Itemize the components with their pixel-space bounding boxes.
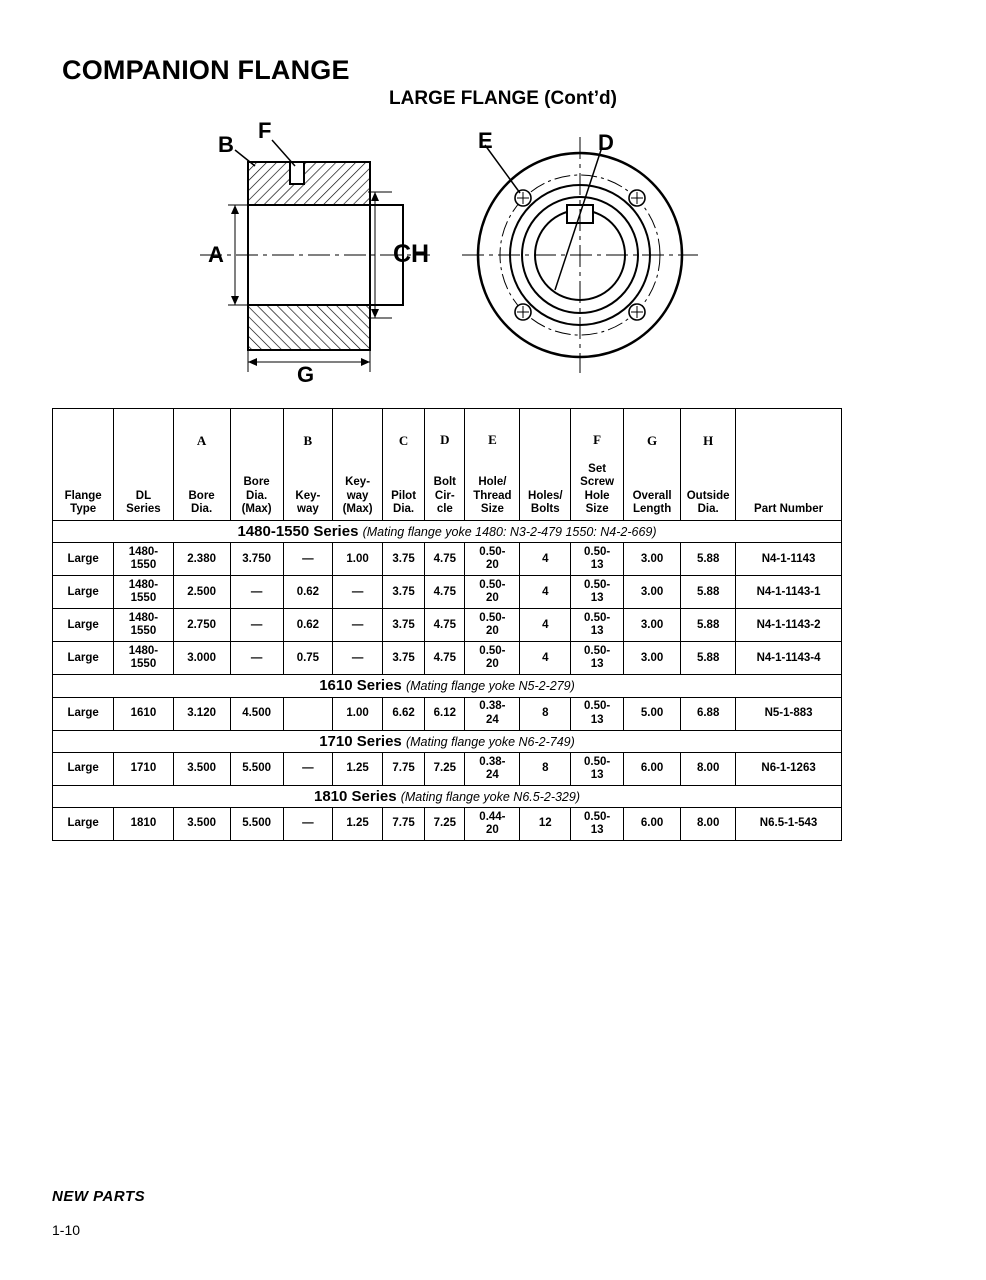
cell-set-screw-hole-size: 0.50- 13 xyxy=(571,752,624,785)
cell-keyway-max: 1.00 xyxy=(333,543,383,576)
cell-holes-bolts: 4 xyxy=(520,543,571,576)
series-header-cell xyxy=(53,730,842,752)
flange-drawing-svg xyxy=(180,110,820,390)
series-title: 1480-1550 Series xyxy=(237,523,359,540)
cell-bolt-circle: 4.75 xyxy=(425,543,465,576)
series-header-row xyxy=(53,675,842,697)
cell-pilot-dia: 3.75 xyxy=(382,609,424,642)
col-bore-dia-max: Bore Dia. (Max) xyxy=(230,409,283,521)
cell-set-screw-hole-size: 0.50- 13 xyxy=(571,642,624,675)
col-keyway-max: Key- way (Max) xyxy=(333,409,383,521)
technical-drawing xyxy=(180,110,820,390)
cell-holes-bolts: 8 xyxy=(520,752,571,785)
col-bore-dia: A Bore Dia. xyxy=(173,409,230,521)
series-title: 1710 Series xyxy=(319,732,402,750)
cell-flange-type: Large xyxy=(53,543,114,576)
cell-outside-dia: 8.00 xyxy=(681,752,736,785)
cell-keyway: 0.75 xyxy=(283,642,333,675)
cell-bore-dia-max: — xyxy=(230,609,283,642)
cell-bore-dia-max: 4.500 xyxy=(230,697,283,730)
table-row xyxy=(53,808,842,841)
cell-dl-series: 1480- 1550 xyxy=(114,609,173,642)
cell-keyway: 0.62 xyxy=(283,576,333,609)
cell-outside-dia: 5.88 xyxy=(681,543,736,576)
spec-table-wrap xyxy=(52,408,842,841)
cell-bore-dia: 3.500 xyxy=(173,808,230,841)
cell-hole-thread-size: 0.50- 20 xyxy=(465,543,520,576)
label-ch: CH xyxy=(393,240,430,268)
cell-set-screw-hole-size: 0.50- 13 xyxy=(571,543,624,576)
cell-holes-bolts: 12 xyxy=(520,808,571,841)
cell-bolt-circle: 4.75 xyxy=(425,642,465,675)
cell-flange-type: Large xyxy=(53,808,114,841)
series-header-cell xyxy=(53,675,842,697)
cell-pilot-dia: 6.62 xyxy=(382,697,424,730)
cell-dl-series: 1710 xyxy=(114,752,173,785)
series-header-cell xyxy=(53,785,842,807)
cell-part-number: N5-1-883 xyxy=(736,697,842,730)
col-overall-length: G Overall Length xyxy=(624,409,681,521)
cell-bore-dia: 2.380 xyxy=(173,543,230,576)
cell-outside-dia: 5.88 xyxy=(681,609,736,642)
specification-table xyxy=(52,408,842,841)
series-note: (Mating flange yoke N6-2-749) xyxy=(405,734,575,749)
cell-dl-series: 1810 xyxy=(114,808,173,841)
cell-holes-bolts: 4 xyxy=(520,576,571,609)
cell-flange-type: Large xyxy=(53,642,114,675)
page-subtitle: LARGE FLANGE (Cont’d) xyxy=(389,88,617,109)
series-title: 1610 Series xyxy=(319,677,402,695)
new-parts-label: NEW PARTS xyxy=(52,1188,146,1205)
col-flange-type: Flange Type xyxy=(53,409,114,521)
col-outside-dia: H Outside Dia. xyxy=(681,409,736,521)
cell-flange-type: Large xyxy=(53,752,114,785)
cell-part-number: N4-1-1143-2 xyxy=(736,609,842,642)
label-g: G xyxy=(297,362,315,387)
series-title: 1810 Series xyxy=(313,787,397,805)
label-b: B xyxy=(218,132,234,157)
label-a: A xyxy=(208,242,224,267)
cell-bolt-circle: 6.12 xyxy=(425,697,465,730)
cell-bore-dia-max: 5.500 xyxy=(230,808,283,841)
cell-bore-dia-max: — xyxy=(230,642,283,675)
col-part-number: Part Number xyxy=(736,409,842,521)
cell-part-number: N4-1-1143-4 xyxy=(736,642,842,675)
cell-hole-thread-size: 0.38- 24 xyxy=(465,697,520,730)
col-keyway: B Key- way xyxy=(283,409,333,521)
cell-overall-length: 5.00 xyxy=(624,697,681,730)
table-row xyxy=(53,609,842,642)
cell-flange-type: Large xyxy=(53,576,114,609)
cell-set-screw-hole-size: 0.50- 13 xyxy=(571,808,624,841)
cell-bore-dia-max: 5.500 xyxy=(230,752,283,785)
cell-bolt-circle: 7.25 xyxy=(425,808,465,841)
cell-keyway: — xyxy=(283,808,333,841)
col-bolt-circle: D Bolt Cir- cle xyxy=(425,409,465,521)
cell-dl-series: 1480- 1550 xyxy=(114,543,173,576)
cell-part-number: N6.5-1-543 xyxy=(736,808,842,841)
cell-outside-dia: 5.88 xyxy=(681,642,736,675)
col-pilot-dia: C Pilot Dia. xyxy=(382,409,424,521)
cell-keyway: — xyxy=(283,543,333,576)
table-body xyxy=(53,521,842,841)
cell-keyway-max: — xyxy=(333,609,383,642)
cell-bore-dia: 3.500 xyxy=(173,752,230,785)
cell-outside-dia: 8.00 xyxy=(681,808,736,841)
cell-bolt-circle: 4.75 xyxy=(425,576,465,609)
col-holes-bolts: Holes/ Bolts xyxy=(520,409,571,521)
table-row xyxy=(53,752,842,785)
cell-overall-length: 3.00 xyxy=(624,609,681,642)
col-set-screw-hole-size: F Set Screw Hole Size xyxy=(571,409,624,521)
cell-dl-series: 1610 xyxy=(114,697,173,730)
label-f: F xyxy=(258,118,272,143)
table-header-row xyxy=(53,409,842,521)
cell-bolt-circle: 4.75 xyxy=(425,609,465,642)
cell-outside-dia: 5.88 xyxy=(681,576,736,609)
label-d: D xyxy=(598,130,614,155)
series-header-row xyxy=(53,521,842,543)
cell-overall-length: 3.00 xyxy=(624,576,681,609)
cell-keyway: 0.62 xyxy=(283,609,333,642)
cell-hole-thread-size: 0.44- 20 xyxy=(465,808,520,841)
cell-overall-length: 3.00 xyxy=(624,543,681,576)
cell-overall-length: 3.00 xyxy=(624,642,681,675)
cell-holes-bolts: 4 xyxy=(520,642,571,675)
cell-overall-length: 6.00 xyxy=(624,752,681,785)
cell-part-number: N4-1-1143 xyxy=(736,543,842,576)
cell-bore-dia: 2.750 xyxy=(173,609,230,642)
cell-holes-bolts: 8 xyxy=(520,697,571,730)
cell-pilot-dia: 3.75 xyxy=(382,576,424,609)
cell-bore-dia-max: 3.750 xyxy=(230,543,283,576)
cell-set-screw-hole-size: 0.50- 13 xyxy=(571,697,624,730)
cell-bore-dia: 3.000 xyxy=(173,642,230,675)
series-note: (Mating flange yoke N5-2-279) xyxy=(405,679,575,694)
series-note: (Mating flange yoke N6.5-2-329) xyxy=(400,789,580,804)
cell-pilot-dia: 3.75 xyxy=(382,642,424,675)
cell-keyway-max: — xyxy=(333,642,383,675)
table-head xyxy=(53,409,842,521)
cell-outside-dia: 6.88 xyxy=(681,697,736,730)
cell-keyway-max: 1.25 xyxy=(333,808,383,841)
series-note: (Mating flange yoke 1480: N3-2-479 1550: N4-2-669) xyxy=(362,525,657,539)
cell-keyway-max: 1.25 xyxy=(333,752,383,785)
table-row xyxy=(53,576,842,609)
table-row xyxy=(53,543,842,576)
cell-keyway-max: — xyxy=(333,576,383,609)
cell-dl-series: 1480- 1550 xyxy=(114,642,173,675)
page-title: COMPANION FLANGE xyxy=(62,55,350,85)
page-number: 1-10 xyxy=(52,1222,81,1238)
cell-hole-thread-size: 0.50- 20 xyxy=(465,576,520,609)
cell-hole-thread-size: 0.38- 24 xyxy=(465,752,520,785)
cell-set-screw-hole-size: 0.50- 13 xyxy=(571,576,624,609)
series-header-cell xyxy=(53,521,842,543)
cell-pilot-dia: 7.75 xyxy=(382,808,424,841)
cell-keyway xyxy=(283,697,333,730)
cell-bore-dia: 2.500 xyxy=(173,576,230,609)
cell-dl-series: 1480- 1550 xyxy=(114,576,173,609)
cell-keyway: — xyxy=(283,752,333,785)
cell-set-screw-hole-size: 0.50- 13 xyxy=(571,609,624,642)
cell-pilot-dia: 3.75 xyxy=(382,543,424,576)
cell-part-number: N4-1-1143-1 xyxy=(736,576,842,609)
cell-bore-dia-max: — xyxy=(230,576,283,609)
cell-pilot-dia: 7.75 xyxy=(382,752,424,785)
cell-part-number: N6-1-1263 xyxy=(736,752,842,785)
cell-bore-dia: 3.120 xyxy=(173,697,230,730)
cell-holes-bolts: 4 xyxy=(520,609,571,642)
series-header-row xyxy=(53,730,842,752)
table-row xyxy=(53,697,842,730)
col-hole-thread-size: E Hole/ Thread Size xyxy=(465,409,520,521)
col-dl-series: DL Series xyxy=(114,409,173,521)
cell-hole-thread-size: 0.50- 20 xyxy=(465,642,520,675)
cell-hole-thread-size: 0.50- 20 xyxy=(465,609,520,642)
cell-flange-type: Large xyxy=(53,697,114,730)
label-e: E xyxy=(478,128,493,153)
cell-overall-length: 6.00 xyxy=(624,808,681,841)
cell-flange-type: Large xyxy=(53,609,114,642)
table-row xyxy=(53,642,842,675)
cell-bolt-circle: 7.25 xyxy=(425,752,465,785)
series-header-row xyxy=(53,785,842,807)
cell-keyway-max: 1.00 xyxy=(333,697,383,730)
